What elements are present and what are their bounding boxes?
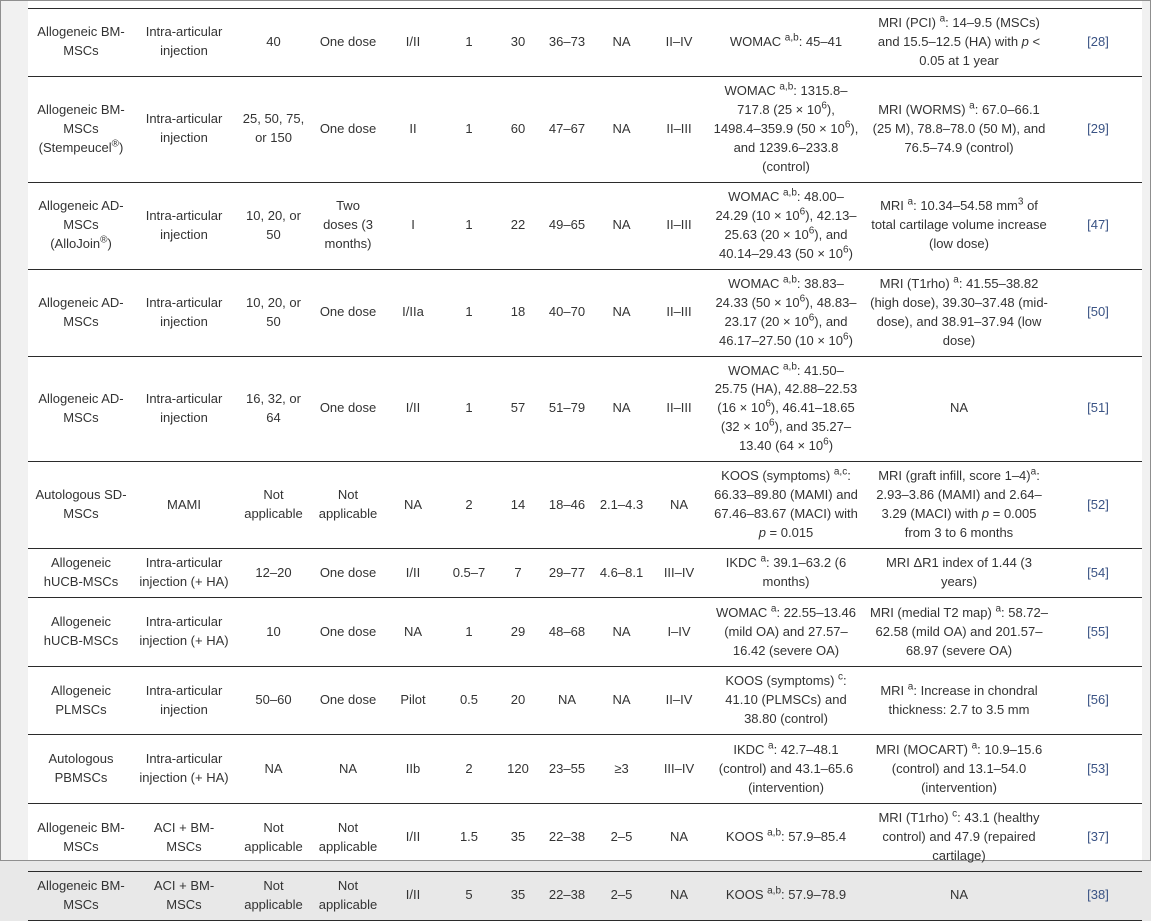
- clinical-outcome-cell: IKDC $^a$: 39.1–63.2 (6 months): [725, 553, 847, 590]
- clinical-outcome-cell: WOMAC $^{a,b}$: 38.83–24.33 $(50 \times 10^6)$, 48.83–23.17 $(20 \times 10^6)$, and 46.17–27.50 $(10 \times 10^6)$: [715, 274, 857, 348]
- mri-outcome-cell: NA: [949, 400, 969, 416]
- age-range-cell: 48–68: [548, 623, 586, 639]
- patient-count-cell: 35: [510, 829, 526, 845]
- duration-cell: 2–5: [610, 887, 633, 903]
- duration-cell: NA: [612, 692, 631, 708]
- patient-count-cell: 7: [514, 564, 522, 580]
- reference-link[interactable]: [47]: [1087, 217, 1109, 233]
- reference-link[interactable]: [50]: [1087, 304, 1109, 320]
- clinical-trials-table: [28, 8, 1142, 921]
- table-row: [28, 735, 1142, 804]
- administration-route-cell: MAMI: [167, 496, 201, 512]
- clinical-outcome-cell: KOOS $^{a,b}$: 57.9–78.9: [725, 886, 847, 903]
- mri-outcome-cell: NA: [949, 887, 969, 903]
- reference-link[interactable]: [38]: [1087, 887, 1109, 903]
- cell-type-cell: Allogeneic hUCB-MSCs: [43, 614, 119, 649]
- administration-route-cell: Intra-articular injection: [145, 294, 223, 329]
- reference-link[interactable]: [55]: [1087, 623, 1109, 639]
- clinical-outcome-cell: WOMAC $^a$: 22.55–13.46 (mild OA) and 27.57–16.42 (severe OA): [716, 603, 856, 658]
- followup-years-cell: 2: [465, 760, 473, 776]
- administration-route-cell: Intra-articular injection: [145, 207, 223, 242]
- dose-cell: 12–20: [255, 564, 292, 580]
- patient-count-cell: 57: [510, 400, 526, 416]
- age-range-cell: 47–67: [548, 120, 586, 136]
- clinical-outcome-cell: IKDC $^a$: 42.7–48.1 (control) and 43.1–65.6 (intervention): [718, 740, 854, 795]
- table-row: [28, 871, 1142, 920]
- duration-cell: NA: [612, 623, 631, 639]
- table-container: [28, 1, 1142, 912]
- age-range-cell: 40–70: [548, 304, 586, 320]
- cell-type-cell: Allogeneic AD-MSCs: [38, 294, 124, 329]
- trial-phase-cell: I/IIa: [402, 304, 424, 320]
- dose-cell: NA: [264, 760, 283, 776]
- table-body: [28, 9, 1142, 921]
- followup-years-cell: 0.5–7: [452, 564, 486, 580]
- reference-link[interactable]: [53]: [1087, 760, 1109, 776]
- dose-cell: 50–60: [255, 692, 292, 708]
- clinical-outcome-cell: WOMAC $^{a,b}$: 45–41: [729, 32, 843, 49]
- reference-link[interactable]: [29]: [1087, 120, 1109, 136]
- patient-count-cell: 18: [510, 304, 526, 320]
- trial-phase-cell: I/II: [405, 829, 421, 845]
- clinical-outcome-cell: WOMAC $^{a,b}$: 48.00–24.29 $(10 \times 10^6)$, 42.13–25.63 $(20 \times 10^6)$, and 40.14–29.43 $(50 \times 10^6)$: [715, 187, 857, 261]
- mri-outcome-cell: MRI $^a$: Increase in chondral thickness: 2.7 to 3.5 mm: [880, 681, 1038, 717]
- reference-link[interactable]: [28]: [1087, 33, 1109, 49]
- age-range-cell: 22–38: [548, 887, 586, 903]
- administration-route-cell: Intra-articular injection: [145, 390, 223, 425]
- reference-cell: [1054, 735, 1142, 804]
- kl-grade-cell: II–IV: [665, 692, 693, 708]
- followup-years-cell: 1: [465, 304, 473, 320]
- reference-cell: [1054, 182, 1142, 269]
- reference-cell: [1054, 598, 1142, 667]
- dosing-schedule-cell: Not applicable: [318, 877, 378, 912]
- kl-grade-cell: NA: [669, 829, 689, 845]
- duration-cell: NA: [612, 120, 631, 136]
- reference-cell: [1054, 9, 1142, 77]
- reference-cell: [1054, 269, 1142, 356]
- administration-route-cell: Intra-articular injection (+ HA): [139, 555, 229, 590]
- dosing-schedule-cell: One dose: [319, 120, 377, 136]
- age-range-cell: 29–77: [548, 564, 586, 580]
- reference-cell: [1054, 549, 1142, 598]
- trial-phase-cell: I: [411, 217, 415, 233]
- duration-cell: 2–5: [610, 829, 633, 845]
- dose-cell: 10, 20, or 50: [246, 294, 301, 329]
- reference-cell: [1054, 356, 1142, 462]
- trial-phase-cell: II: [409, 120, 417, 136]
- duration-cell: NA: [612, 304, 631, 320]
- followup-years-cell: 1: [465, 623, 473, 639]
- age-range-cell: NA: [557, 692, 577, 708]
- clinical-outcome-cell: KOOS (symptoms) $^c$: 41.10 (PLMSCs) and 38.80 (control): [725, 671, 847, 727]
- dosing-schedule-cell: One dose: [319, 623, 377, 639]
- trial-phase-cell: I/II: [405, 564, 421, 580]
- dose-cell: Not applicable: [244, 819, 303, 854]
- cell-type-cell: Autologous SD-MSCs: [35, 487, 127, 522]
- mri-outcome-cell: MRI (WORMS) $^a$: 67.0–66.1 (25 M), 78.8–78.0 (50 M), and 76.5–74.9 (control): [872, 100, 1046, 155]
- table-row: [28, 356, 1142, 462]
- followup-years-cell: 2: [465, 496, 473, 512]
- reference-cell: [1054, 871, 1142, 920]
- kl-grade-cell: II–III: [666, 120, 692, 136]
- trial-phase-cell: IIb: [405, 760, 421, 776]
- reference-link[interactable]: [56]: [1087, 692, 1109, 708]
- reference-link[interactable]: [52]: [1087, 496, 1109, 512]
- mri-outcome-cell: MRI $^a$: 10.34–54.58 $mm^3$ of total cartilage volume increase (low dose): [871, 196, 1047, 252]
- followup-years-cell: 1: [465, 120, 473, 136]
- clinical-outcome-cell: WOMAC $^{a,b}$: 41.50–25.75 (HA), 42.88–22.53 $(16 \times 10^6)$, 46.41–18.65 $(32 \times 10^6)$, and 35.27–13.40 $(64 \times 10^6)$: [714, 361, 858, 454]
- mri-outcome-cell: MRI (graft infill, score 1–4)$^a$: 2.93–3.86 (MAMI) and 2.64–3.29 (MACI) with p = 0.005 from 3 to 6 months: [876, 467, 1042, 541]
- followup-years-cell: 1: [465, 400, 473, 416]
- dose-cell: Not applicable: [244, 487, 303, 522]
- mri-outcome-cell: MRI (T1rho) $^a$: 41.55–38.82 (high dose), 39.30–37.48 (mid-dose), and 38.91–37.94 (low dose): [870, 274, 1048, 348]
- dosing-schedule-cell: NA: [338, 760, 358, 776]
- dose-cell: 40: [266, 33, 281, 49]
- kl-grade-cell: II–IV: [665, 33, 693, 49]
- patient-count-cell: 120: [507, 760, 529, 776]
- patient-count-cell: 29: [510, 623, 526, 639]
- trial-phase-cell: Pilot: [400, 692, 426, 708]
- dose-cell: Not applicable: [244, 877, 303, 912]
- duration-cell: NA: [612, 33, 631, 49]
- reference-cell: [1054, 76, 1142, 182]
- reference-cell: [1054, 462, 1142, 549]
- administration-route-cell: Intra-articular injection: [145, 111, 223, 146]
- duration-cell: 4.6–8.1: [599, 564, 644, 580]
- dosing-schedule-cell: One dose: [319, 564, 377, 580]
- reference-cell: [1054, 804, 1142, 872]
- table-row: [28, 549, 1142, 598]
- patient-count-cell: 35: [510, 887, 526, 903]
- administration-route-cell: Intra-articular injection: [145, 24, 223, 59]
- dosing-schedule-cell: Two doses (3 months): [323, 198, 373, 252]
- cell-type-cell: Allogeneic PLMSCs: [51, 682, 111, 717]
- age-range-cell: 22–38: [548, 829, 586, 845]
- cell-type-cell: Allogeneic BM-MSCs: [37, 24, 125, 59]
- cell-type-cell: Allogeneic AD-MSCs (AlloJoin®): [38, 198, 124, 252]
- followup-years-cell: 5: [465, 887, 473, 903]
- duration-cell: NA: [612, 217, 631, 233]
- kl-grade-cell: II–III: [666, 400, 692, 416]
- kl-grade-cell: III–IV: [663, 760, 695, 776]
- followup-years-cell: 0.5: [459, 692, 479, 708]
- dose-cell: 10, 20, or 50: [246, 207, 301, 242]
- administration-route-cell: Intra-articular injection: [145, 682, 223, 717]
- mri-outcome-cell: MRI (MOCART) $^a$: 10.9–15.6 (control) and 13.1–54.0 (intervention): [875, 740, 1043, 795]
- followup-years-cell: 1: [465, 217, 473, 233]
- followup-years-cell: 1.5: [459, 829, 479, 845]
- table-row: [28, 804, 1142, 872]
- cell-type-cell: Allogeneic BM-MSCs: [37, 877, 125, 912]
- table-row: [28, 598, 1142, 667]
- dose-cell: 16, 32, or 64: [246, 390, 301, 425]
- cell-type-cell: Allogeneic BM-MSCs (Stempeucel®): [37, 101, 125, 155]
- kl-grade-cell: I–IV: [667, 623, 691, 639]
- administration-route-cell: Intra-articular injection (+ HA): [139, 614, 229, 649]
- reference-cell: [1054, 667, 1142, 735]
- trial-phase-cell: I/II: [405, 887, 421, 903]
- dosing-schedule-cell: Not applicable: [318, 487, 378, 522]
- mri-outcome-cell: MRI (medial T2 map) $^a$: 58.72–62.58 (mild OA) and 201.57–68.97 (severe OA): [869, 603, 1049, 658]
- mri-outcome-cell: MRI ΔR1 index of 1.44 (3 years): [886, 555, 1032, 590]
- cell-type-cell: Allogeneic AD-MSCs: [38, 390, 124, 425]
- cell-type-cell: Allogeneic hUCB-MSCs: [43, 555, 119, 590]
- dose-cell: 25, 50, 75, or 150: [242, 111, 305, 146]
- administration-route-cell: ACI + BM-MSCs: [153, 877, 215, 912]
- table-row: [28, 182, 1142, 269]
- age-range-cell: 36–73: [548, 33, 586, 49]
- followup-years-cell: 1: [465, 33, 473, 49]
- age-range-cell: 51–79: [548, 400, 586, 416]
- patient-count-cell: 60: [510, 120, 526, 136]
- cell-type-cell: Allogeneic BM-MSCs: [37, 819, 125, 854]
- reference-link[interactable]: [51]: [1087, 400, 1109, 416]
- trial-phase-cell: I/II: [405, 33, 421, 49]
- reference-link[interactable]: [54]: [1087, 564, 1109, 580]
- reference-link[interactable]: [37]: [1087, 829, 1109, 845]
- patient-count-cell: 20: [510, 692, 526, 708]
- table-row: [28, 9, 1142, 77]
- duration-cell: ≥3: [614, 760, 629, 776]
- administration-route-cell: Intra-articular injection (+ HA): [139, 751, 229, 786]
- trial-phase-cell: I/II: [405, 400, 421, 416]
- table-row: [28, 76, 1142, 182]
- patient-count-cell: 30: [510, 33, 526, 49]
- age-range-cell: 18–46: [548, 496, 586, 512]
- duration-cell: 2.1–4.3: [599, 496, 644, 512]
- dosing-schedule-cell: Not applicable: [318, 819, 378, 854]
- age-range-cell: 49–65: [548, 217, 586, 233]
- dosing-schedule-cell: One dose: [319, 304, 377, 320]
- table-row: [28, 269, 1142, 356]
- table-row: [28, 462, 1142, 549]
- dosing-schedule-cell: One dose: [319, 33, 377, 49]
- duration-cell: NA: [612, 400, 631, 416]
- trial-phase-cell: NA: [403, 496, 423, 512]
- clinical-outcome-cell: WOMAC $^{a,b}$: 1315.8–717.8 $(25 \times 10^6)$, 1498.4–359.9 $(50 \times 10^6)$, and 1239.6–233.8 (control): [713, 81, 859, 174]
- kl-grade-cell: NA: [669, 496, 689, 512]
- trial-phase-cell: NA: [403, 623, 423, 639]
- clinical-outcome-cell: KOOS $^{a,b}$: 57.9–85.4: [725, 827, 847, 845]
- kl-grade-cell: II–III: [666, 217, 692, 233]
- age-range-cell: 23–55: [548, 760, 586, 776]
- mri-outcome-cell: MRI (T1rho) $^c$: 43.1 (healthy control) and 47.9 (repaired cartilage): [878, 808, 1040, 863]
- kl-grade-cell: III–IV: [663, 564, 695, 580]
- kl-grade-cell: NA: [669, 887, 689, 903]
- dosing-schedule-cell: One dose: [319, 400, 377, 416]
- administration-route-cell: ACI + BM-MSCs: [153, 819, 215, 854]
- kl-grade-cell: II–III: [666, 304, 692, 320]
- dosing-schedule-cell: One dose: [319, 692, 377, 708]
- patient-count-cell: 14: [510, 496, 526, 512]
- mri-outcome-cell: MRI (PCI) $^a$: 14–9.5 (MSCs) and 15.5–12.5 (HA) with p < 0.05 at 1 year: [877, 13, 1041, 68]
- patient-count-cell: 22: [510, 217, 526, 233]
- dose-cell: 10: [266, 623, 281, 639]
- table-row: [28, 667, 1142, 735]
- cell-type-cell: Autologous PBMSCs: [48, 751, 114, 786]
- clinical-outcome-cell: KOOS (symptoms) $^{a,c}$: 66.33–89.80 (MAMI) and 67.46–83.67 (MACI) with p = 0.015: [714, 467, 858, 541]
